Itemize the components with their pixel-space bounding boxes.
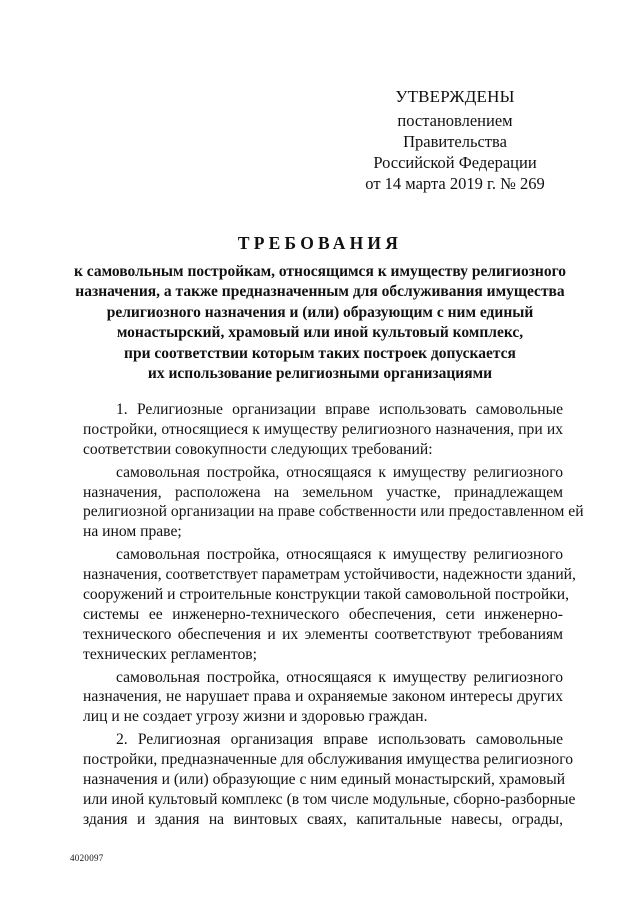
subtitle-line: религиозного назначения и (или) образующим с ним единый (106, 303, 534, 321)
approval-line: от 14 марта 2019 г. № 269 (365, 174, 545, 193)
body-line: религиозной организации на праве собственности или предоставленном ей (83, 503, 584, 521)
body-line: сооружений и строительные конструкции такой самовольной постройки, (83, 586, 570, 604)
body-line: назначения и (или) образующие с ним единый монастырский, храмовый (83, 771, 566, 789)
body-paragraph (83, 400, 563, 460)
body-line: на ином праве; (83, 523, 182, 541)
subtitle-line: назначения, а также предназначенным для обслуживания имущества (75, 283, 565, 301)
body-line: 1. Религиозные организации вправе использовать самовольные (116, 401, 563, 418)
subtitle-line: при соответствии которым таких построек допускается (124, 344, 516, 362)
body-line: или иной культовый комплекс (в том числе модульные, сборно-разборные (83, 790, 576, 808)
approval-heading: УТВЕРЖДЕНЫ (395, 87, 515, 106)
body-line: назначения, соответствует параметрам устойчивости, надежности зданий, (83, 566, 576, 584)
body-paragraph (83, 730, 576, 829)
body-paragraph (83, 545, 576, 664)
body-line: самовольная постройка, относящаяся к имуществу религиозного (116, 546, 563, 564)
approval-stamp (346, 86, 564, 194)
approval-line: постановлением Правительства (397, 111, 513, 151)
body-line: технического обеспечения и их элементы соответствуют требованиям (83, 625, 563, 643)
body-line: постройки, предназначенные для обслуживания имущества религиозного (83, 751, 574, 769)
body-line: технических регламентов; (83, 645, 257, 663)
body-paragraph (83, 668, 563, 728)
body-line: постройки, относящиеся к имуществу религиозного назначения, при их (83, 420, 563, 438)
body-line: самовольная постройка, относящаяся к имуществу религиозного (116, 463, 563, 481)
body-line: системы ее инженерно-технического обеспечения, сети инженерно- (83, 605, 563, 623)
body-line: здания и здания на винтовых сваях, капитальные навесы, ограды, (83, 810, 563, 828)
document-subtitle (60, 262, 580, 384)
body-paragraph (83, 463, 584, 543)
subtitle-line: монастырский, храмовый или иной культовый комплекс, (116, 324, 524, 342)
body-line: соответствии совокупности следующих требований: (83, 440, 433, 458)
body-line: 2. Религиозная организация вправе использовать самовольные (116, 731, 563, 749)
document-title: ТРЕБОВАНИЯ (237, 233, 403, 253)
document-body (83, 400, 584, 833)
body-line: самовольная постройка, относящаяся к имуществу религиозного (116, 668, 563, 686)
approval-line: Российской Федерации (373, 153, 537, 172)
document-code: 4020097 (70, 853, 104, 863)
subtitle-line: к самовольным постройкам, относящимся к имуществу религиозного (73, 263, 567, 280)
body-line: назначения, расположена на земельном участке, принадлежащем (83, 483, 563, 501)
body-line: лиц и не создает угрозу жизни и здоровью граждан. (83, 708, 428, 726)
body-line: назначения, не нарушает права и охраняемые законом интересы других (83, 688, 563, 706)
subtitle-line: их использование религиозными организациями (147, 365, 493, 383)
